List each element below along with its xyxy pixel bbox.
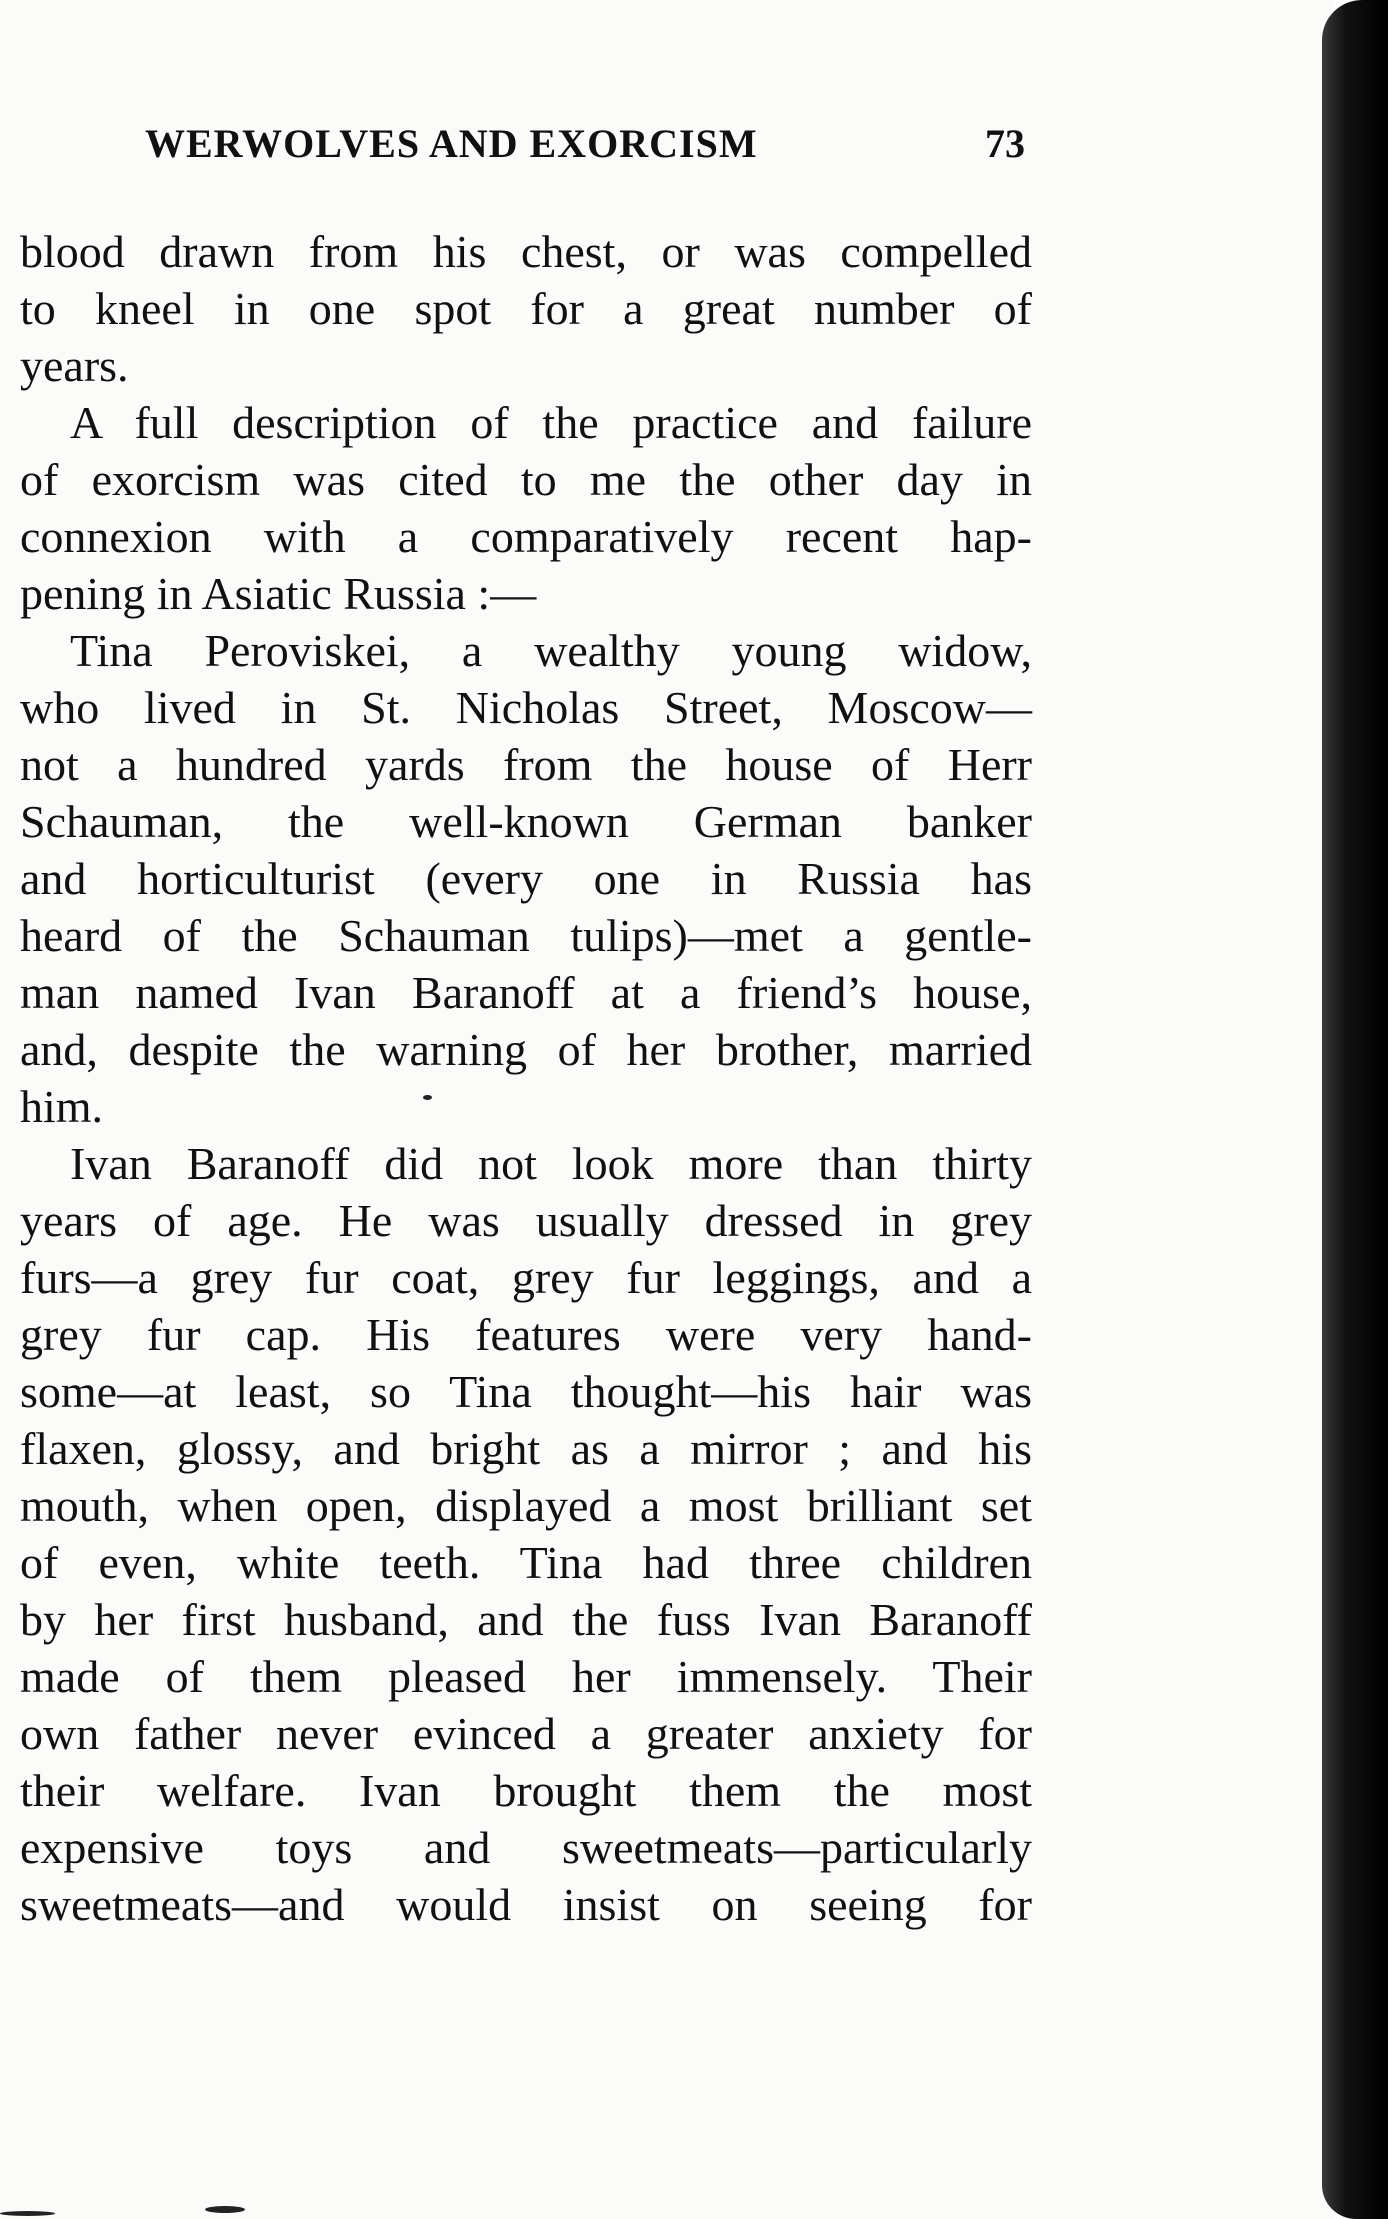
text-line: connexion with a comparatively recent hap- [20, 511, 1032, 562]
running-head [145, 120, 1025, 180]
text-line: their welfare. Ivan brought them the most [20, 1765, 1032, 1816]
paragraph [20, 394, 1032, 622]
ink-speck [0, 2211, 55, 2216]
text-line: years. [20, 340, 129, 391]
ink-speck [205, 2206, 245, 2213]
text-line: own father never evinced a greater anxiety for [20, 1708, 1032, 1759]
ink-speck [423, 1095, 432, 1100]
text-line: Schauman, the well-known German banker [20, 796, 1032, 847]
text-line: not a hundred yards from the house of Herr [20, 739, 1032, 790]
text-line: A full description of the practice and failure [70, 397, 1032, 448]
text-line: blood drawn from his chest, or was compelled [20, 226, 1032, 277]
text-line: Tina Peroviskei, a wealthy young widow, [70, 625, 1032, 676]
paragraph [20, 1135, 1032, 1933]
body-text [20, 223, 1032, 1933]
text-line: who lived in St. Nicholas Street, Moscow— [20, 682, 1032, 733]
paragraph [20, 223, 1032, 394]
text-line: pening in Asiatic Russia :— [20, 568, 537, 619]
text-line: years of age. He was usually dressed in grey [20, 1195, 1032, 1246]
page-edge-shadow [1322, 0, 1388, 2219]
text-line: by her first husband, and the fuss Ivan Baranoff [20, 1594, 1032, 1645]
text-line: sweetmeats—and would insist on seeing for [20, 1879, 1032, 1930]
text-line: mouth, when open, displayed a most brilliant set [20, 1480, 1032, 1531]
text-line: to kneel in one spot for a great number of [20, 283, 1032, 334]
text-line: and, despite the warning of her brother, married [20, 1024, 1032, 1075]
text-line: of even, white teeth. Tina had three children [20, 1537, 1032, 1588]
text-line: expensive toys and sweetmeats—particularly [20, 1822, 1032, 1873]
paragraph [20, 622, 1032, 1135]
text-line: some—at least, so Tina thought—his hair was [20, 1366, 1032, 1417]
text-line: grey fur cap. His features were very hand- [20, 1309, 1032, 1360]
page-number: 73 [985, 121, 1025, 166]
text-line: him. [20, 1081, 104, 1132]
text-line: heard of the Schauman tulips)—met a gentle- [20, 910, 1032, 961]
text-line: man named Ivan Baranoff at a friend’s house, [20, 967, 1032, 1018]
running-title: WERWOLVES AND EXORCISM [145, 121, 758, 166]
text-line: furs—a grey fur coat, grey fur leggings, and a [20, 1252, 1032, 1303]
text-line: of exorcism was cited to me the other day in [20, 454, 1032, 505]
text-line: and horticulturist (every one in Russia has [20, 853, 1032, 904]
text-line: Ivan Baranoff did not look more than thirty [70, 1138, 1032, 1189]
text-line: flaxen, glossy, and bright as a mirror ; and his [20, 1423, 1032, 1474]
text-line: made of them pleased her immensely. Their [20, 1651, 1032, 1702]
